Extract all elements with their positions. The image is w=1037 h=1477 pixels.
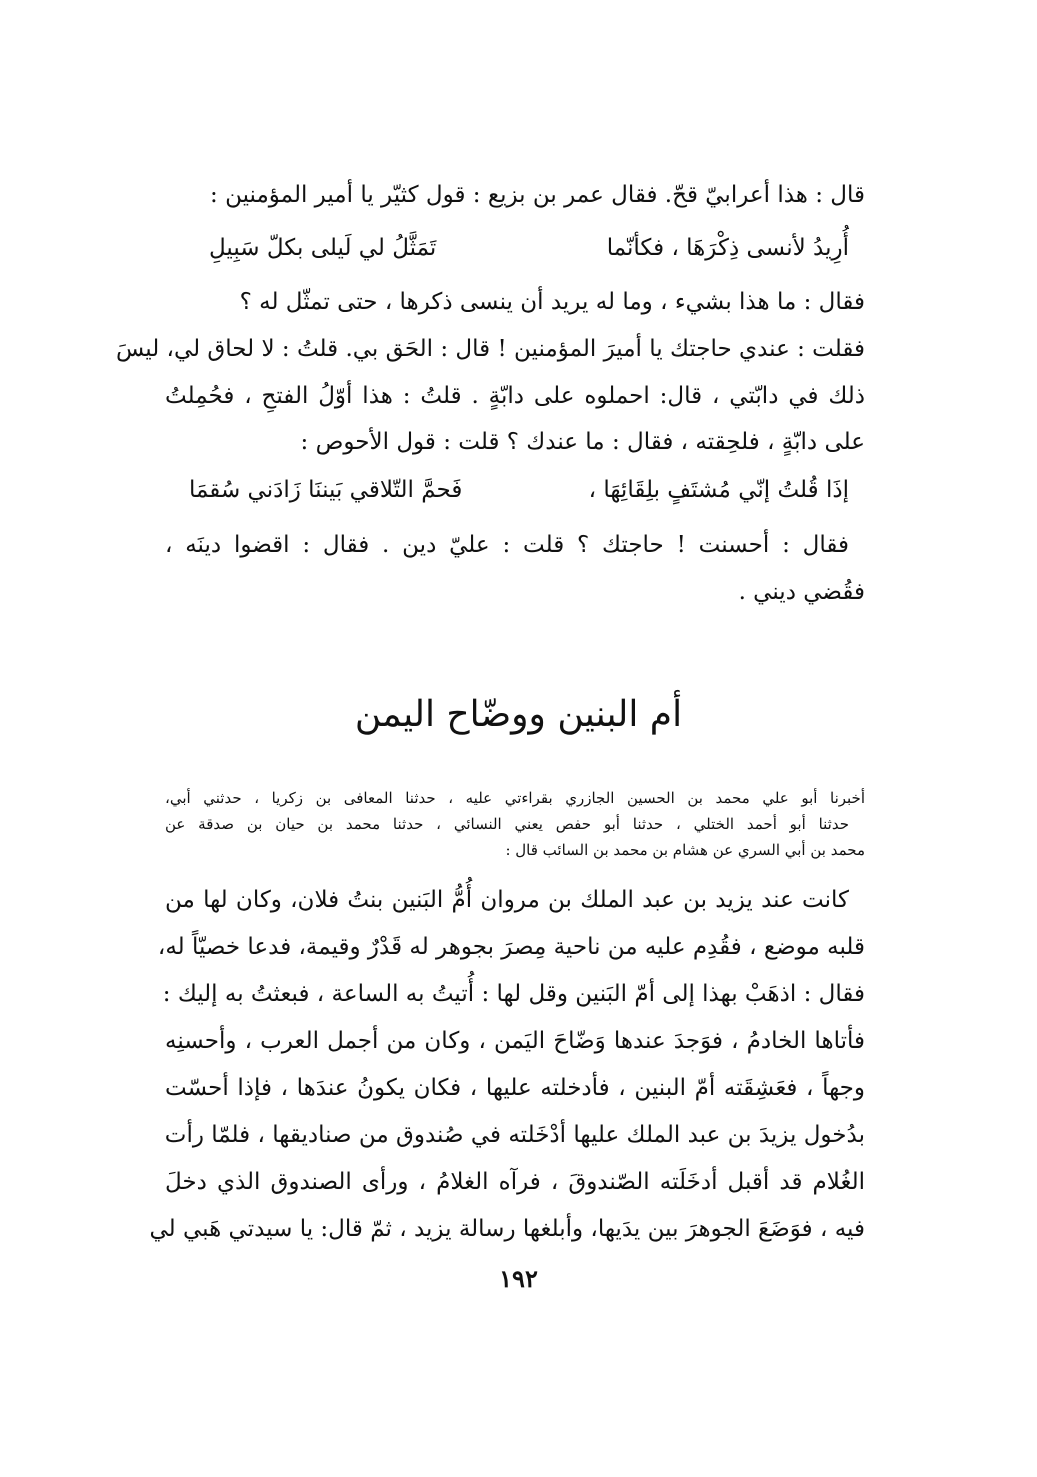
verse-first-half: أُرِيدُ لأنسى ذِكْرَهَا ، فكأنّما [606, 235, 849, 261]
text-line: فقُضي ديني . [738, 579, 865, 605]
text-line: ذلك في دابّتي ، قال: احملوه على دابّةٍ . قلتُ : هذا أوّلُ الفتحِ ، فحُمِلتُ [165, 383, 865, 409]
section-title: أم البنين ووضّاح اليمن [354, 694, 683, 735]
text-line: وجهاً ، فعَشِقَته أمّ البنين ، فأدخلته عليها ، فكان يكونُ عندَها ، فإذا أحسّت [165, 1075, 865, 1101]
verse-second-half: فَحمَّ التّلاقي بَيننَا زَادَني سُقمَا [189, 477, 463, 503]
verse-second-half: تَمَثَّلُ لي لَيلى بكلّ سَبِيلِ [209, 235, 437, 261]
isnad-line: محمد بن أبي السري عن هشام بن محمد بن السائب قال : [505, 841, 865, 859]
poem-verse [209, 232, 849, 266]
text-line: فقلت : عندي حاجتك يا أميرَ المؤمنين ! قال : الحَق بي. قلتُ : لا لحاق لي، ليسَ [115, 336, 865, 362]
text-line: فأتاها الخادمُ ، فوَجدَ عندها وَضّاحَ اليَمن ، وكان من أجمل العرب ، وأحسنِه [165, 1028, 865, 1054]
text-line: على دابّةٍ ، فلحِقته ، فقال : ما عندك ؟ قلت : قول الأحوص : [300, 429, 865, 455]
text-line: فقال : ما هذا بشيء ، وما له يريد أن ينسى ذكرها ، حتى تمثّل له ؟ [239, 289, 865, 315]
text-line: قلبه موضع ، فقُدِم عليه من ناحية مِصرَ بجوهر له قَدْرٌ وقيمة، فدعا خصيّاً له، [157, 934, 865, 960]
isnad-line: أخبرنا أبو علي محمد بن الحسين الجازري بقراءتي عليه ، حدثنا المعافى بن زكريا ، حدثني أبي، [165, 789, 865, 807]
text-line: كانت عند يزيد بن عبد الملك بن مروان أُمُّ البَنين بنتُ فلان، وكان لها من [165, 887, 849, 913]
text-line: بدُخول يزيدَ بن عبد الملك عليها أدْخَلته في صُندوق من صناديقها ، فلمّا رأت [164, 1122, 865, 1148]
isnad-line: حدثنا أبو أحمد الختلي ، حدثنا أبو حفص يعني النسائي ، حدثنا محمد بن حيان بن صدقة عن [165, 815, 849, 833]
text-line: قال : هذا أعرابيّ قحّ. فقال عمر بن بزيع : قول كثيّر يا أمير المؤمنين : [210, 182, 865, 208]
verse-first-half: إذَا قُلتُ إنّي مُشتَفٍ بلِقَائِهَا ، [588, 477, 849, 503]
text-line: فيه ، فوَضَعَ الجوهرَ بين يدَيها، وأبلغها رسالة يزيد ، ثمّ قال: يا سيدتي هَبي لي [149, 1216, 865, 1242]
poem-verse [189, 474, 849, 508]
text-line: فقال : اذهَبْ بهذا إلى أمّ البَنين وقل لها : أُتيتُ به الساعة ، فبعثتُ به إليك : [162, 981, 865, 1007]
page-number: ١٩٢ [499, 1264, 538, 1293]
text-line: الغُلام قد أقبل أدخَلَته الصّندوقَ ، فرآه الغلامُ ، ورأى الصندوق الذي دخلَ [165, 1169, 865, 1195]
text-line: فقال : أحسنت ! حاجتك ؟ قلت : عليّ دين . فقال : اقضوا دينَه ، [165, 532, 849, 558]
